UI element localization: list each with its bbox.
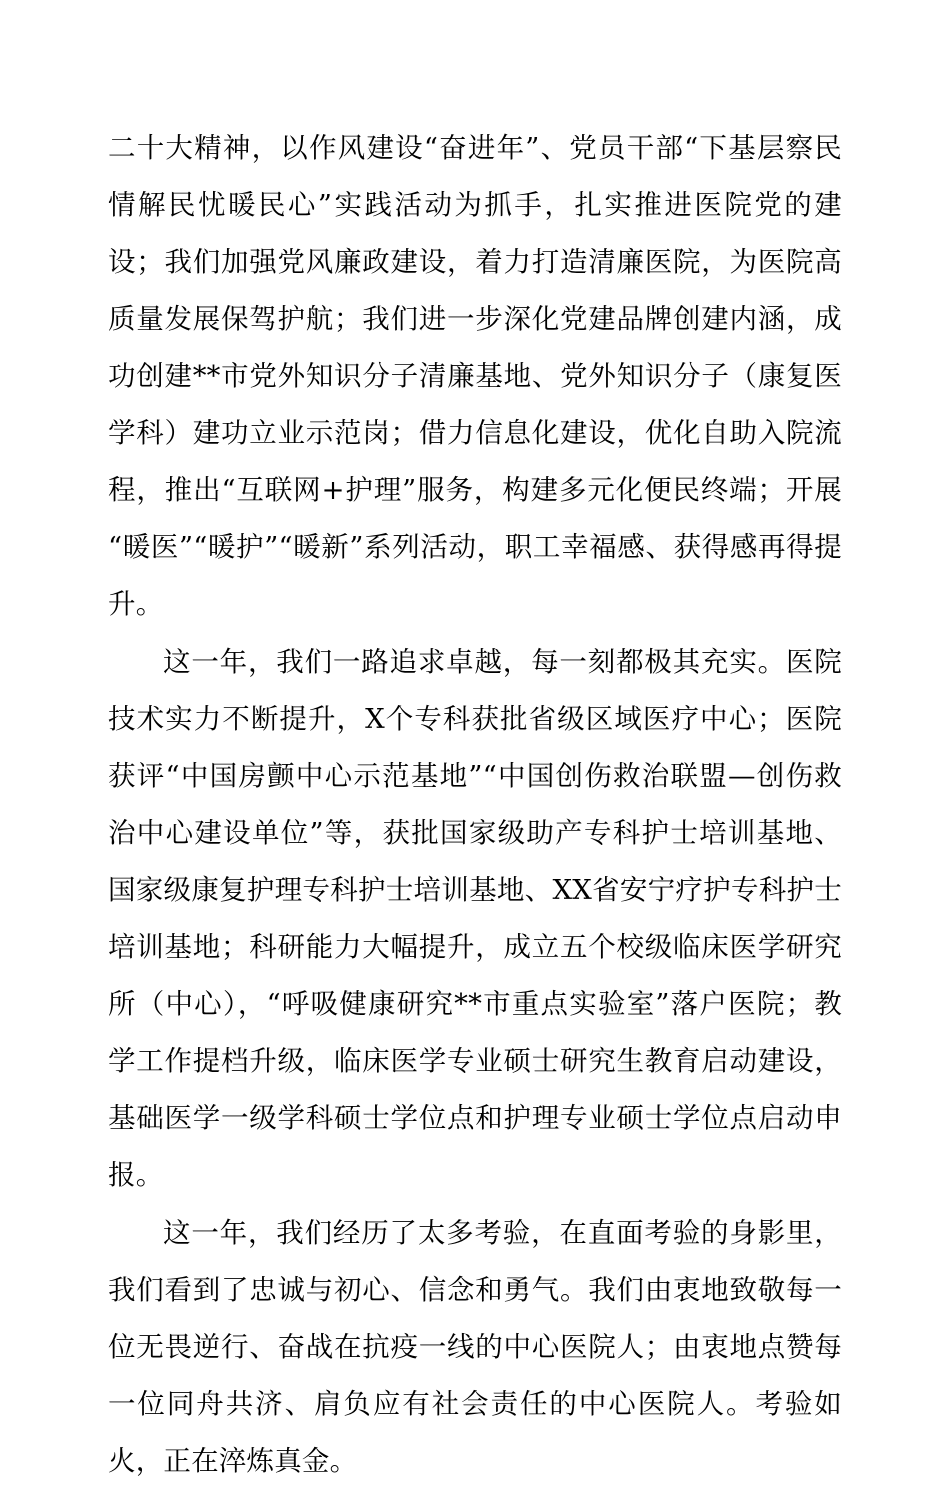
paragraph-3: 这一年，我们经历了太多考验，在直面考验的身影里，我们看到了忠诚与初心、信念和勇气。我们由衷地致敬每一位无畏逆行、奋战在抗疫一线的中心医院人；由衷地点赞每一位同舟共济、肩负应有社会责任的中心医院人。考验如火，正在淬炼真金。 [108,1217,842,1477]
paragraph-2: 这一年，我们一路追求卓越，每一刻都极其充实。医院技术实力不断提升，X个专科获批省级区域医疗中心；医院获评“中国房颤中心示范基地”“中国创伤救治联盟—创伤救治中心建设单位”等，获批国家级助产专科护士培训基地、国家级康复护理专科护士培训基地、XX省安宁疗护专科护士培训基地；科研能力大幅提升，成立五个校级临床医学研究所（中心），“呼吸健康研究**市重点实验室”落户医院；教学工作提档升级，临床医学专业硕士研究生教育启动建设，基础医学一级学科硕士学位点和护理专业硕士学位点启动申报。 [108,646,842,1191]
paragraph-1: 二十大精神，以作风建设“奋进年”、党员干部“下基层察民情解民忧暖民心”实践活动为抓手，扎实推进医院党的建设；我们加强党风廉政建设，着力打造清廉医院，为医院高质量发展保驾护航；我们进一步深化党建品牌创建内涵，成功创建**市党外知识分子清廉基地、党外知识分子（康复医学科）建功立业示范岗；借力信息化建设，优化自助入院流程，推出“互联网+护理”服务，构建多元化便民终端；开展“暖医”“暖护”“暖新”系列活动，职工幸福感、获得感再得提升。 [108,132,842,620]
document-body [108,120,842,1490]
